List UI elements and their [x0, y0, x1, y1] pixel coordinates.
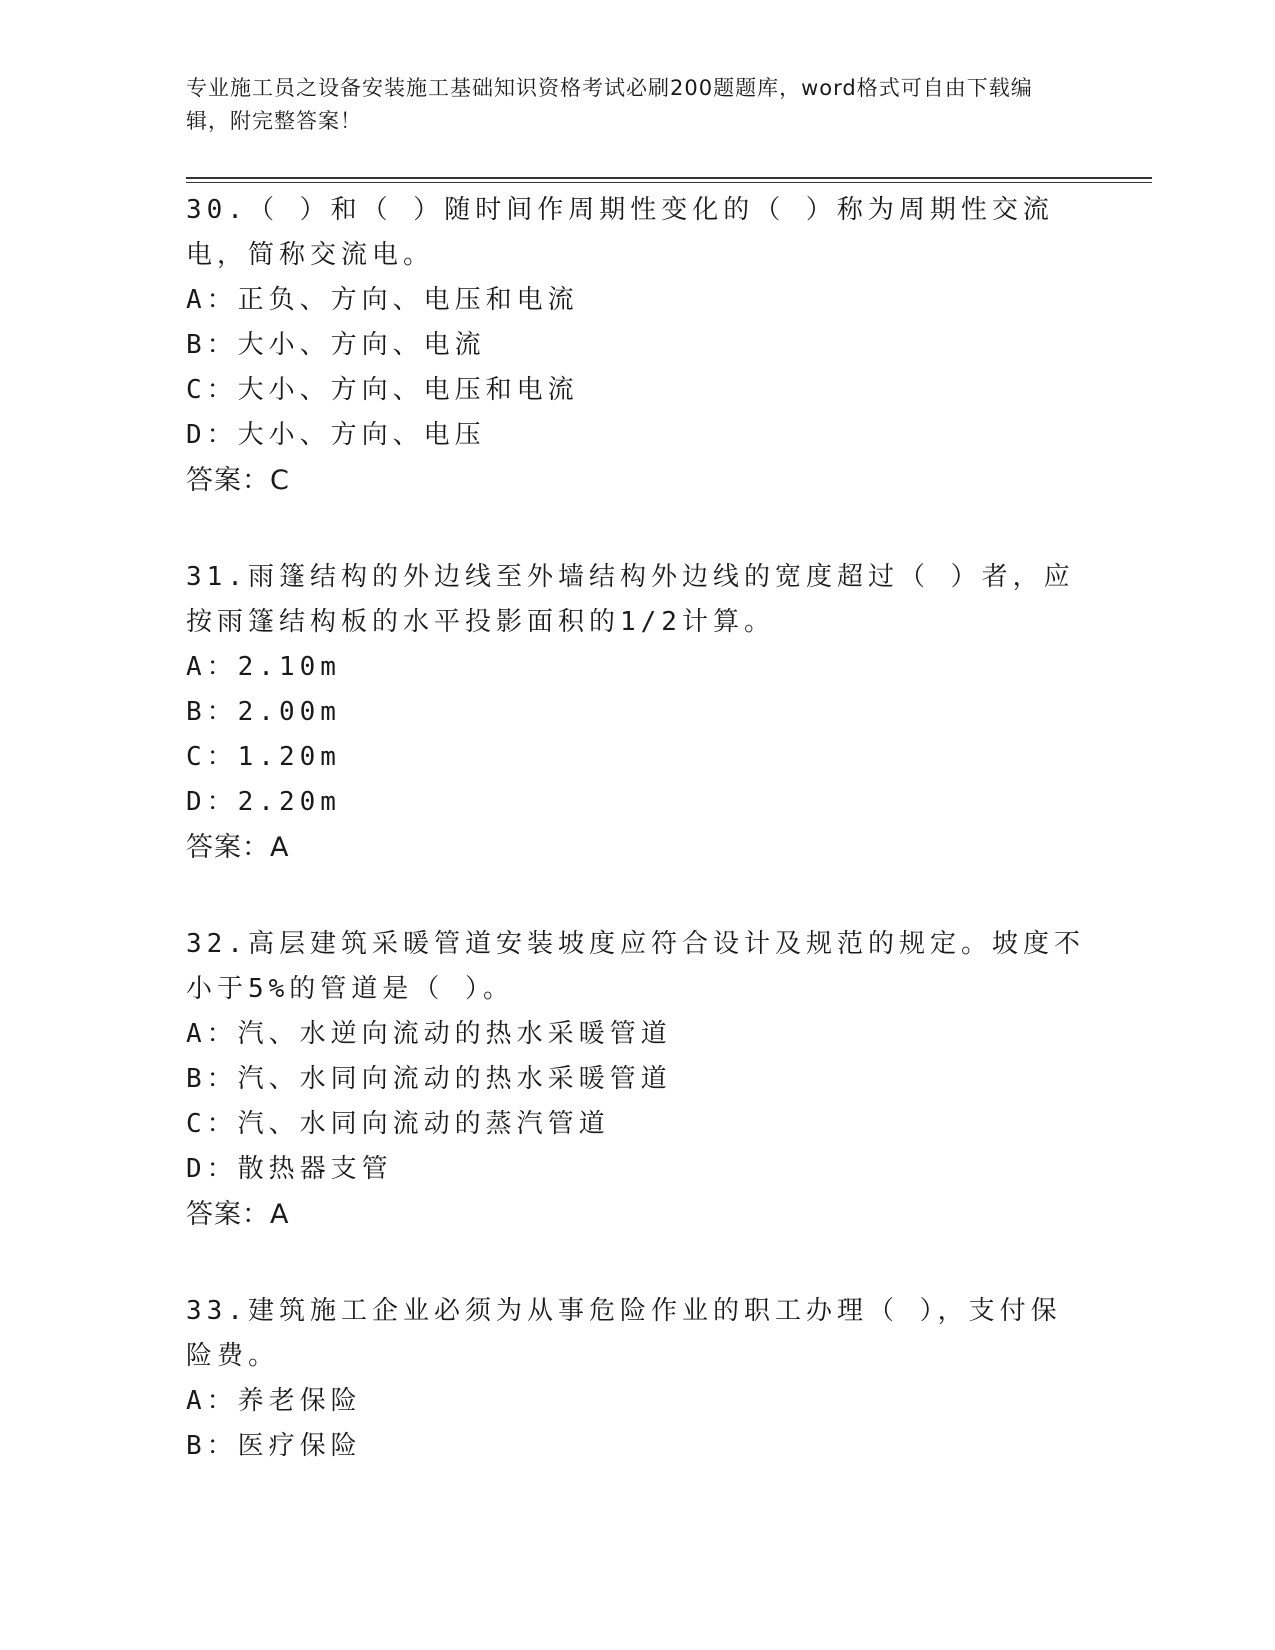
option-b: B：2.00m: [186, 697, 341, 727]
option-c: C：大小、方向、电压和电流: [186, 375, 579, 405]
question-stem: 31.雨篷结构的外边线至外墙结构外边线的宽度超过（ ）者，应按雨篷结构板的水平投影面积的1/2计算。: [186, 562, 1075, 637]
question-list: [186, 188, 1086, 1521]
document-header: 专业施工员之设备安装施工基础知识资格考试必刷200题题库，word格式可自由下载编辑，附完整答案！: [186, 76, 1033, 133]
answer-line: 答案：C: [186, 465, 290, 496]
question-stem: 32.高层建筑采暖管道安装坡度应符合设计及规范的规定。坡度不小于5%的管道是（ ）。: [186, 929, 1085, 1004]
option-a: A：2.10m: [186, 652, 341, 682]
option-d: D：散热器支管: [186, 1154, 393, 1184]
option-a: A：养老保险: [186, 1386, 362, 1416]
answer-line: 答案：A: [186, 832, 290, 863]
answer-line: 答案：A: [186, 1199, 290, 1230]
option-a: A：汽、水逆向流动的热水采暖管道: [186, 1019, 672, 1049]
option-c: C：1.20m: [186, 742, 341, 772]
option-d: D：大小、方向、电压: [186, 420, 486, 450]
option-b: B：大小、方向、电流: [186, 330, 486, 360]
question-stem: 30.（ ）和（ ）随时间作周期性变化的（ ）称为周期性交流电，简称交流电。: [186, 195, 1054, 270]
question-33: [186, 1289, 1086, 1469]
question-32: [186, 922, 1086, 1237]
option-c: C：汽、水同向流动的蒸汽管道: [186, 1109, 610, 1139]
question-30: [186, 188, 1086, 503]
question-stem: 33.建筑施工企业必须为从事危险作业的职工办理（ ），支付保险费。: [186, 1296, 1062, 1371]
header-divider-thick: [186, 177, 1152, 179]
option-b: B：医疗保险: [186, 1431, 362, 1461]
option-d: D：2.20m: [186, 787, 341, 817]
header-divider-thin: [186, 182, 1152, 183]
option-b: B：汽、水同向流动的热水采暖管道: [186, 1064, 672, 1094]
question-31: [186, 555, 1086, 870]
option-a: A：正负、方向、电压和电流: [186, 285, 579, 315]
